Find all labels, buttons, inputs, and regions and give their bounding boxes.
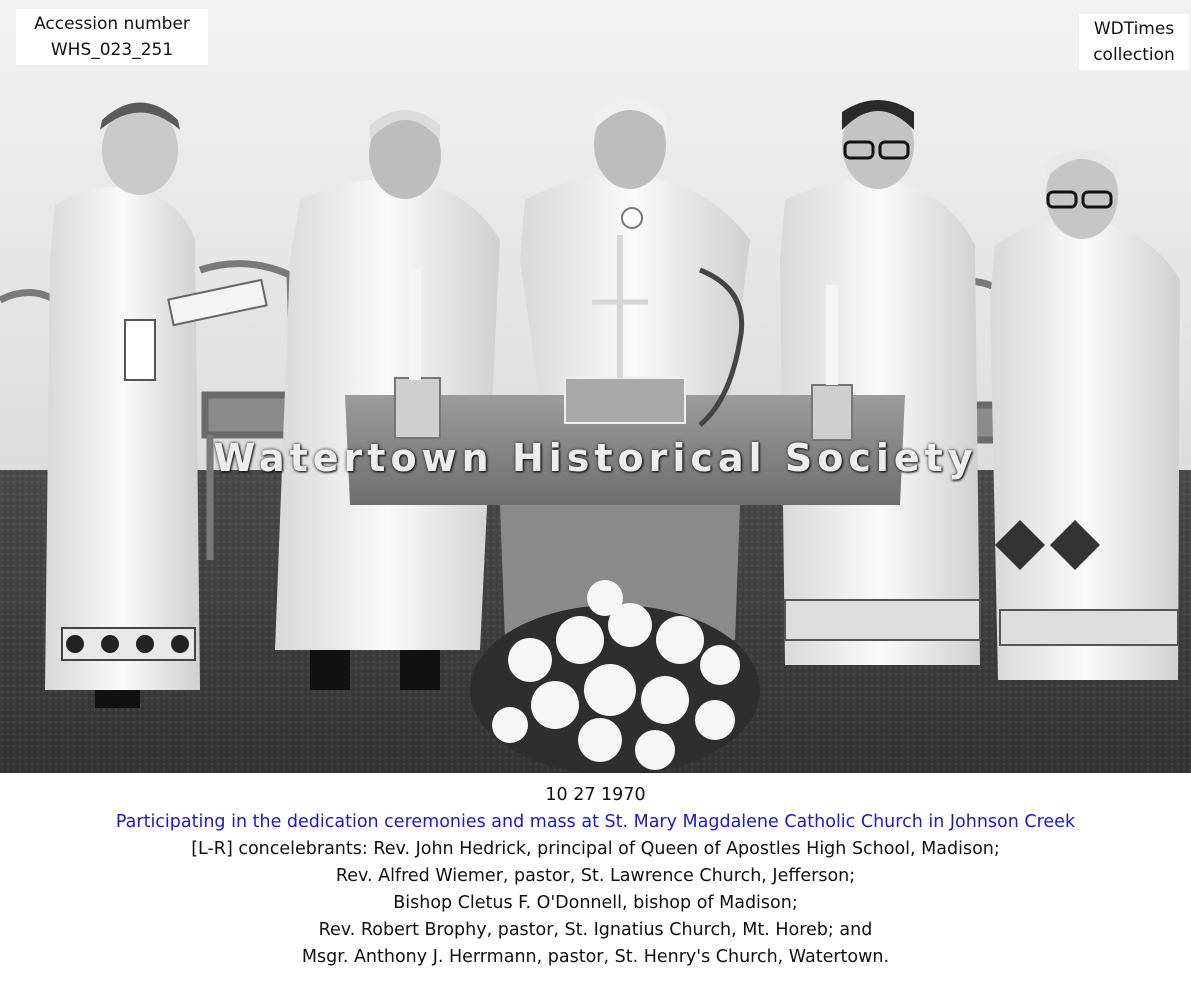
caption-line: Bishop Cletus F. O'Donnell, bishop of Madison; <box>393 893 798 913</box>
collection-line-1: WDTimes <box>1093 19 1175 39</box>
collection-line-2: collection <box>1093 45 1175 65</box>
photo-caption <box>0 782 1191 971</box>
accession-title: Accession number <box>34 14 190 34</box>
accession-number: WHS_023_251 <box>50 40 174 60</box>
caption-line: Rev. Alfred Wiemer, pastor, St. Lawrence Church, Jefferson; <box>335 866 856 886</box>
accession-label <box>16 9 208 65</box>
collection-label <box>1079 14 1189 70</box>
caption-headline: Participating in the dedication ceremonies and mass at St. Mary Magdalene Catholic Church in Johnson Creek <box>115 812 1076 832</box>
caption-line: Msgr. Anthony J. Herrmann, pastor, St. Henry's Church, Watertown. <box>301 947 890 967</box>
caption-line: [L-R] concelebrants: Rev. John Hedrick, principal of Queen of Apostles High School, Madison; <box>191 839 1000 859</box>
watermark-text: Watertown Historical Society <box>213 436 978 480</box>
caption-line: Rev. Robert Brophy, pastor, St. Ignatius Church, Mt. Horeb; and <box>318 920 873 940</box>
caption-date: 10 27 1970 <box>545 785 646 805</box>
